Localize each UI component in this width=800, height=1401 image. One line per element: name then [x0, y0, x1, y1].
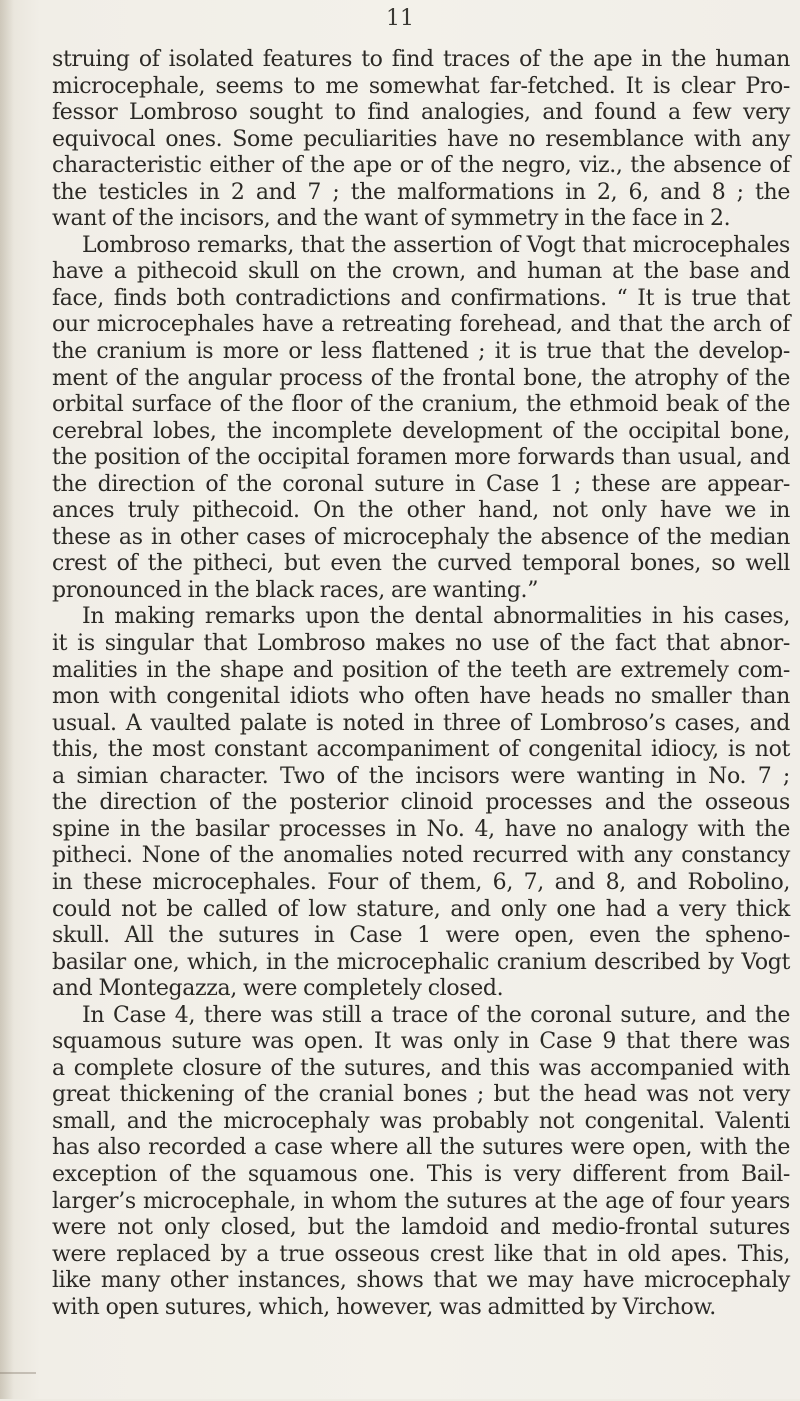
text-line: face, finds both contradictions and confirmations. “ It is true that — [52, 285, 790, 311]
text-line: the direction of the coronal suture in Case 1 ; these are appear- — [52, 471, 790, 497]
text-line: have a pithecoid skull on the crown, and human at the base and — [52, 259, 790, 285]
text-line: ances truly pithecoid. On the other hand, not only have we in — [52, 498, 790, 524]
text-line: want of the incisors, and the want of symmetry in the face in 2. — [52, 206, 731, 232]
page-edge-shadow — [0, 0, 14, 1399]
text-line: the direction of the posterior clinoid processes and the osseous — [52, 790, 790, 816]
text-line: equivocal ones. Some peculiarities have no resemblance with any — [52, 126, 790, 152]
text-line: usual. A vaulted palate is noted in three of Lombroso’s cases, and — [52, 710, 790, 736]
text-line: skull. All the sutures in Case 1 were open, even the spheno- — [52, 923, 790, 949]
text-line: microcephale, seems to me somewhat far-fetched. It is clear Pro- — [52, 73, 790, 99]
text-line: and Montegazza, were completely closed. — [52, 976, 504, 1002]
text-line: spine in the basilar processes in No. 4, have no analogy with the — [52, 816, 790, 842]
text-line: cerebral lobes, the incomplete development of the occipital bone, — [52, 418, 790, 444]
text-line: pronounced in the black races, are wanting.” — [52, 577, 539, 603]
text-line: our microcephales have a retreating forehead, and that the arch of — [52, 312, 790, 338]
text-line: pitheci. None of the anomalies noted recurred with any constancy — [52, 843, 790, 869]
text-line: squamous suture was open. It was only in Case 9 that there was — [52, 1029, 790, 1055]
text-line: these as in other cases of microcephaly the absence of the median — [52, 524, 790, 550]
text-line: the position of the occipital foramen more forwards than usual, and — [52, 445, 790, 471]
text-line: fessor Lombroso sought to find analogies, and found a few very — [52, 100, 790, 126]
text-line: has also recorded a case where all the sutures were open, with the — [52, 1135, 790, 1161]
text-line: small, and the microcephaly was probably not congenital. Valenti — [52, 1108, 790, 1134]
text-line: exception of the squamous one. This is very different from Bail- — [52, 1161, 790, 1187]
page-corner-mark — [0, 1372, 36, 1401]
text-line: Lombroso remarks, that the assertion of Vogt that microcephales — [82, 232, 790, 258]
text-line: orbital surface of the floor of the cranium, the ethmoid beak of the — [52, 392, 790, 418]
text-line: In making remarks upon the dental abnormalities in his cases, — [82, 604, 790, 630]
text-line: larger’s microcephale, in whom the sutures at the age of four years — [52, 1188, 790, 1214]
text-line: it is singular that Lombroso makes no use of the fact that abnor- — [52, 631, 790, 657]
text-line: great thickening of the cranial bones ; but the head was not very — [52, 1082, 790, 1108]
text-line: this, the most constant accompaniment of congenital idiocy, is not — [52, 737, 790, 763]
text-line: malities in the shape and position of the teeth are extremely com- — [52, 657, 790, 683]
text-line: a complete closure of the sutures, and this was accompanied with — [52, 1055, 790, 1081]
text-line: crest of the pitheci, but even the curved temporal bones, so well — [52, 551, 790, 577]
text-line: ment of the angular process of the frontal bone, the atrophy of the — [52, 365, 790, 391]
text-line: were not only closed, but the lamdoid and medio-frontal sutures — [52, 1215, 790, 1241]
text-line: the cranium is more or less flattened ; it is true that the develop- — [52, 339, 790, 365]
text-line: could not be called of low stature, and only one had a very thick — [52, 896, 790, 922]
page-number: 11 — [386, 6, 414, 31]
text-line: struing of isolated features to find traces of the ape in the human — [52, 47, 790, 72]
body-text — [52, 47, 790, 1321]
text-line: like many other instances, shows that we may have microcephaly — [52, 1268, 790, 1294]
text-line: characteristic either of the ape or of the negro, viz., the absence of — [52, 153, 790, 179]
text-line: with open sutures, which, however, was admitted by Virchow. — [52, 1294, 716, 1320]
text-line: In Case 4, there was still a trace of the coronal suture, and the — [82, 1002, 790, 1028]
text-line: in these microcephales. Four of them, 6, 7, and 8, and Robolino, — [52, 869, 790, 895]
text-line: a simian character. Two of the incisors were wanting in No. 7 ; — [52, 763, 790, 789]
text-line: basilar one, which, in the microcephalic cranium described by Vogt — [52, 949, 790, 975]
text-line: mon with congenital idiots who often have heads no smaller than — [52, 684, 790, 710]
text-line: the testicles in 2 and 7 ; the malformations in 2, 6, and 8 ; the — [52, 179, 790, 205]
text-line: were replaced by a true osseous crest like that in old apes. This, — [52, 1241, 790, 1267]
